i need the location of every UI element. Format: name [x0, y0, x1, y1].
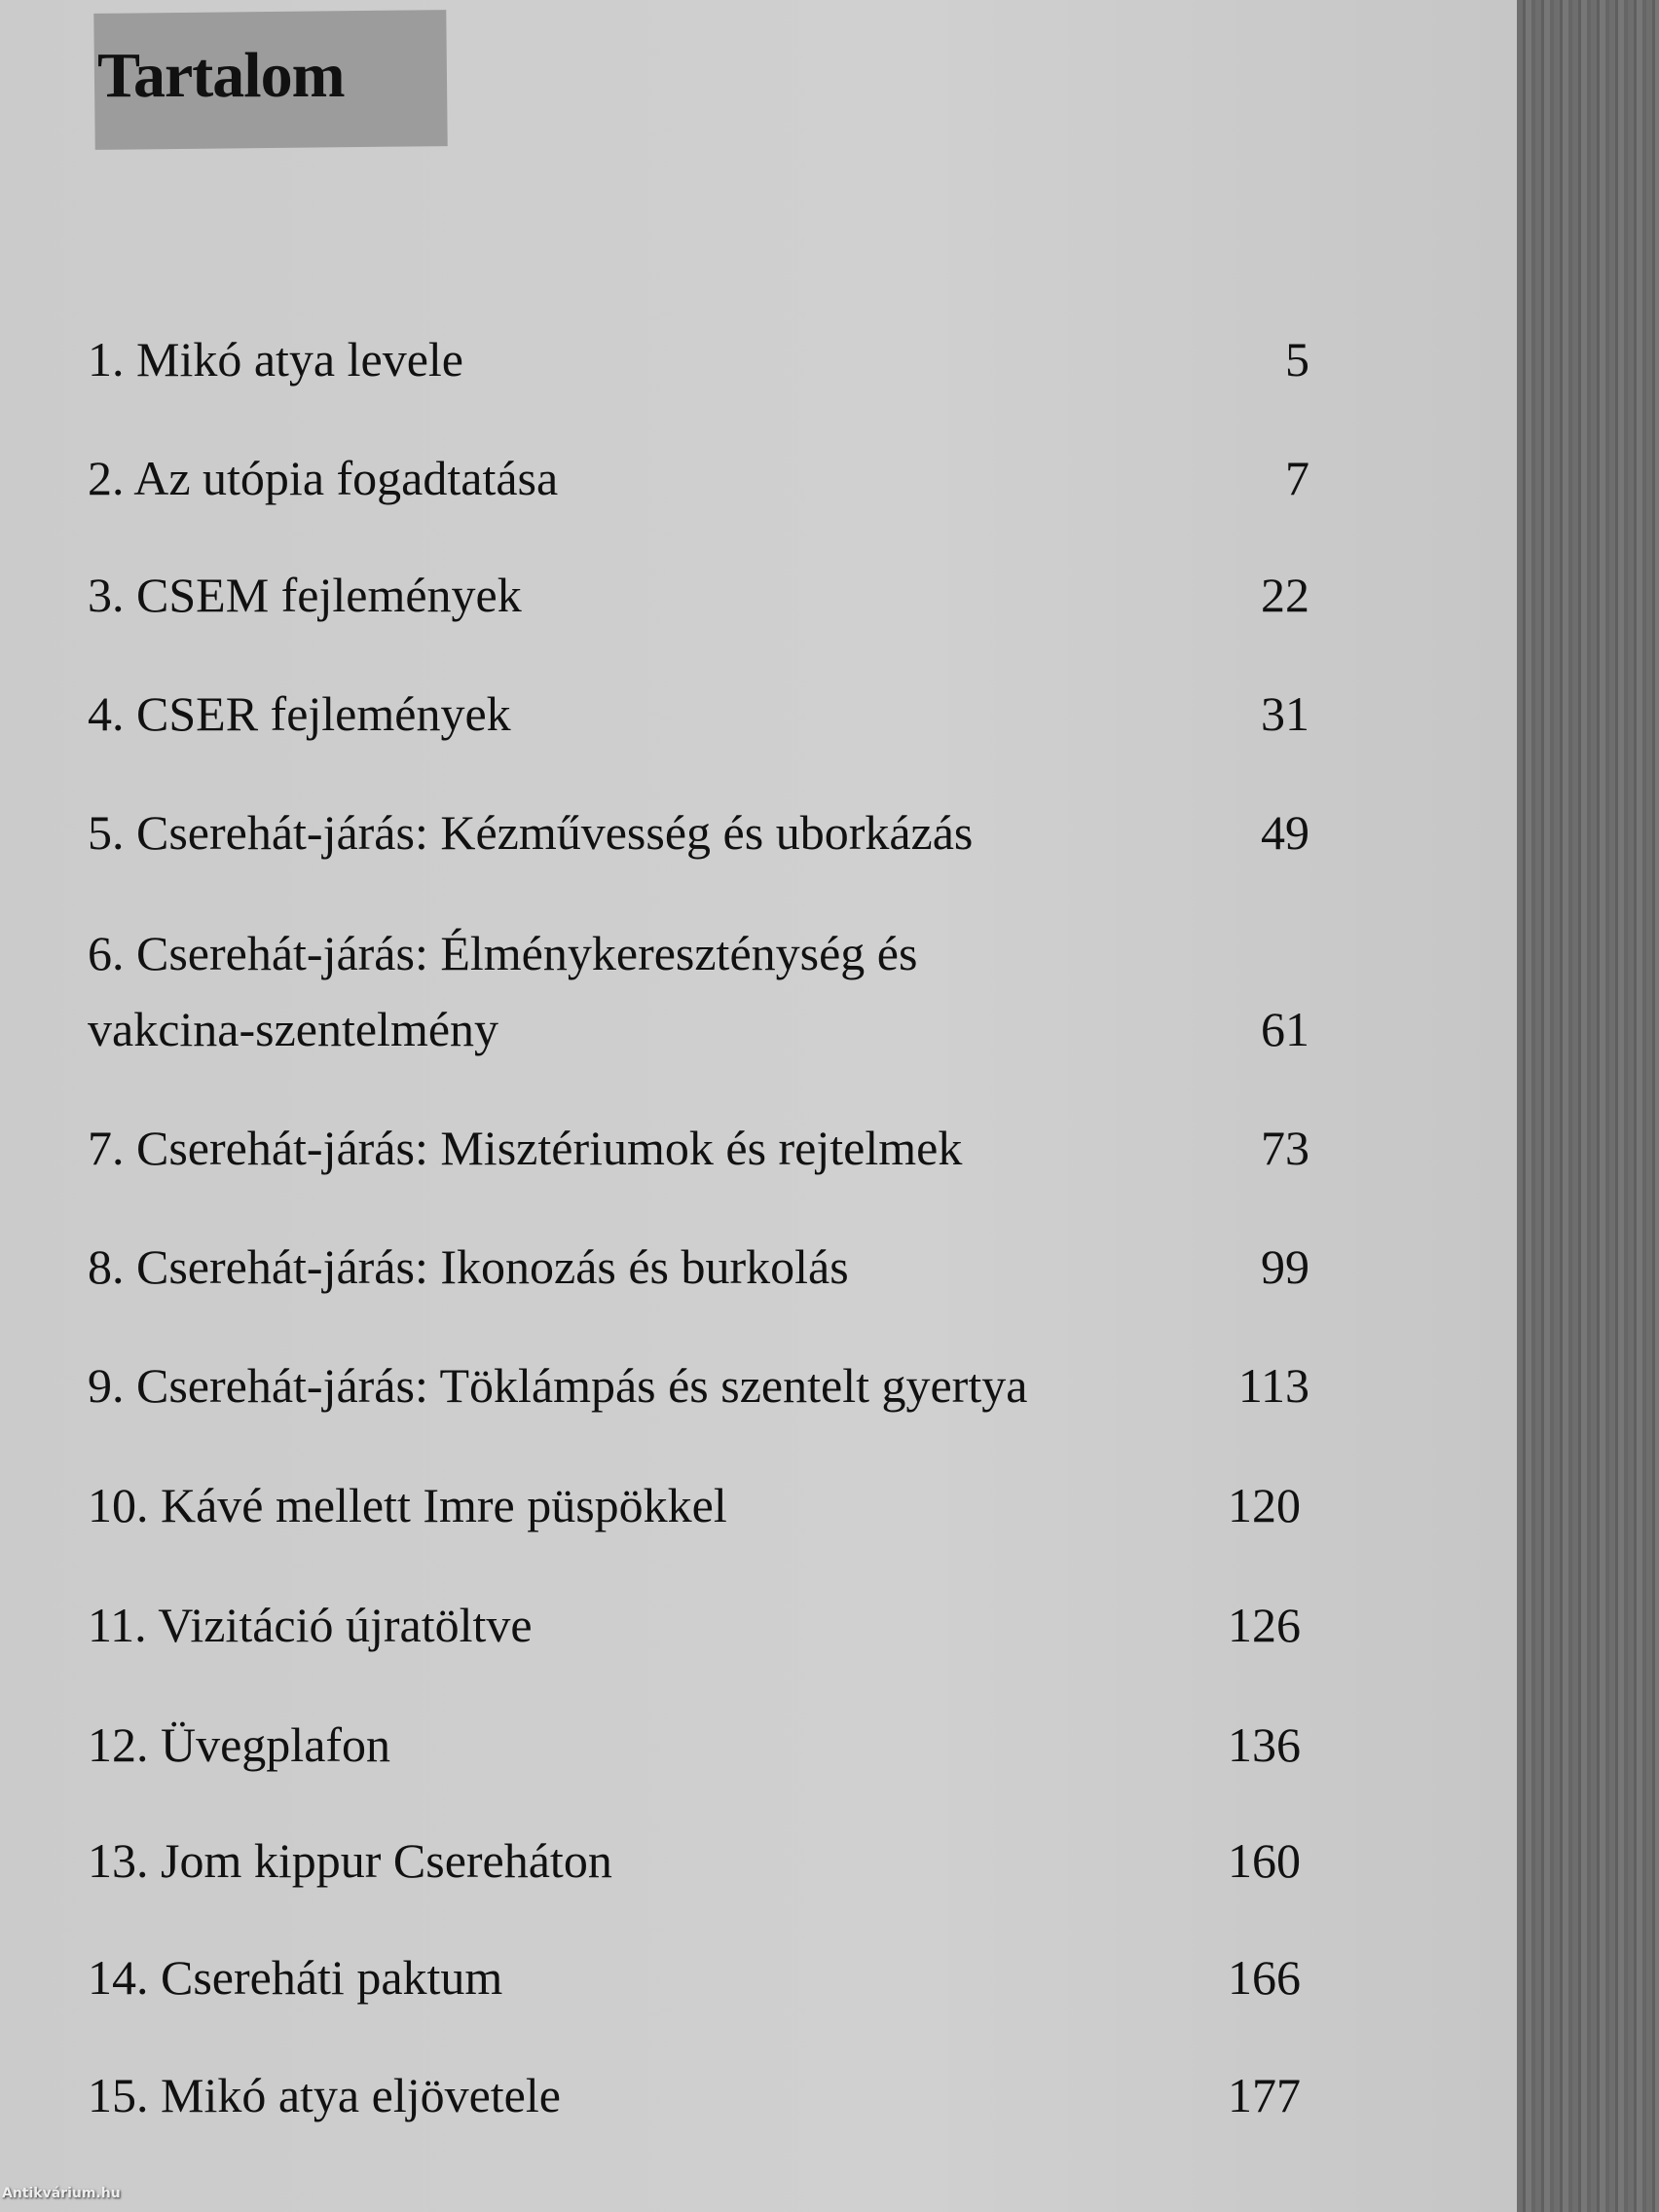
toc-entry-title: 4. CSER fejlemények	[88, 686, 511, 741]
toc-entry	[88, 1587, 1309, 1663]
toc-entry-title: 5. Cserehát-járás: Kézművesség és uborkázás	[88, 805, 974, 860]
toc-page-number: 22	[1261, 568, 1309, 622]
toc-entry-title-continued: vakcina-szentelmény	[88, 1002, 499, 1056]
toc-page-number: 73	[1261, 1121, 1309, 1175]
toc-entry-title: 11. Vizitáció újratöltve	[88, 1598, 533, 1652]
toc-entry	[88, 1229, 1309, 1305]
toc-entry	[88, 321, 1309, 397]
toc-entry	[88, 794, 1309, 870]
toc-entry	[88, 676, 1309, 752]
toc-entry	[88, 557, 1309, 633]
toc-page-number: 113	[1237, 1358, 1309, 1413]
toc-entry-title: 13. Jom kippur Csereháton	[88, 1833, 612, 1888]
toc-entry	[88, 1823, 1309, 1899]
toc-entry-title: 6. Cserehát-járás: Élménykereszténység és	[88, 926, 918, 980]
toc-page-number: 166	[1228, 1950, 1301, 2005]
toc-entry-title: 7. Cserehát-járás: Misztériumok és rejtelmek	[88, 1121, 963, 1175]
toc-entry-title: 8. Cserehát-járás: Ikonozás és burkolás	[88, 1239, 849, 1294]
toc-entry-title: 2. Az utópia fogadtatása	[88, 451, 559, 505]
toc-entry-title: 12. Üvegplafon	[88, 1717, 391, 1772]
toc-page-number: 7	[1285, 451, 1309, 505]
toc-entry	[88, 1110, 1309, 1186]
toc-entry	[88, 1707, 1309, 1783]
toc-entry	[88, 440, 1309, 516]
toc-page-number: 61	[1261, 1002, 1309, 1056]
toc-entry-title: 15. Mikó atya eljövetele	[88, 2068, 561, 2122]
toc-page-number: 160	[1228, 1833, 1301, 1888]
toc-page-number: 120	[1228, 1478, 1301, 1532]
toc-page-number: 177	[1228, 2068, 1301, 2122]
watermark: Antikvárium.hu	[2, 2186, 121, 2201]
toc-page-number: 99	[1261, 1239, 1309, 1294]
toc-entry-title: 9. Cserehát-járás: Töklámpás és szentelt gyertya	[88, 1358, 1028, 1413]
toc-page-number: 49	[1261, 805, 1309, 860]
page-title: Tartalom	[97, 40, 345, 111]
toc-entry-title: 3. CSEM fejlemények	[88, 568, 522, 622]
toc-entry	[88, 915, 1309, 1067]
toc-entry	[88, 1347, 1309, 1423]
toc-entry-title: 1. Mikó atya levele	[88, 332, 463, 387]
toc-page-number: 126	[1228, 1598, 1301, 1652]
toc-entry-title: 10. Kávé mellett Imre püspökkel	[88, 1478, 727, 1532]
page-edge-background	[1517, 0, 1659, 2212]
toc-entry	[88, 2057, 1309, 2133]
toc-entry-title: 14. Csereháti paktum	[88, 1950, 503, 2005]
toc-page-number: 5	[1285, 332, 1309, 387]
toc-entry	[88, 1467, 1309, 1543]
toc-page-number: 136	[1228, 1717, 1301, 1772]
toc-page-number: 31	[1261, 686, 1309, 741]
toc-entry	[88, 1939, 1309, 2015]
